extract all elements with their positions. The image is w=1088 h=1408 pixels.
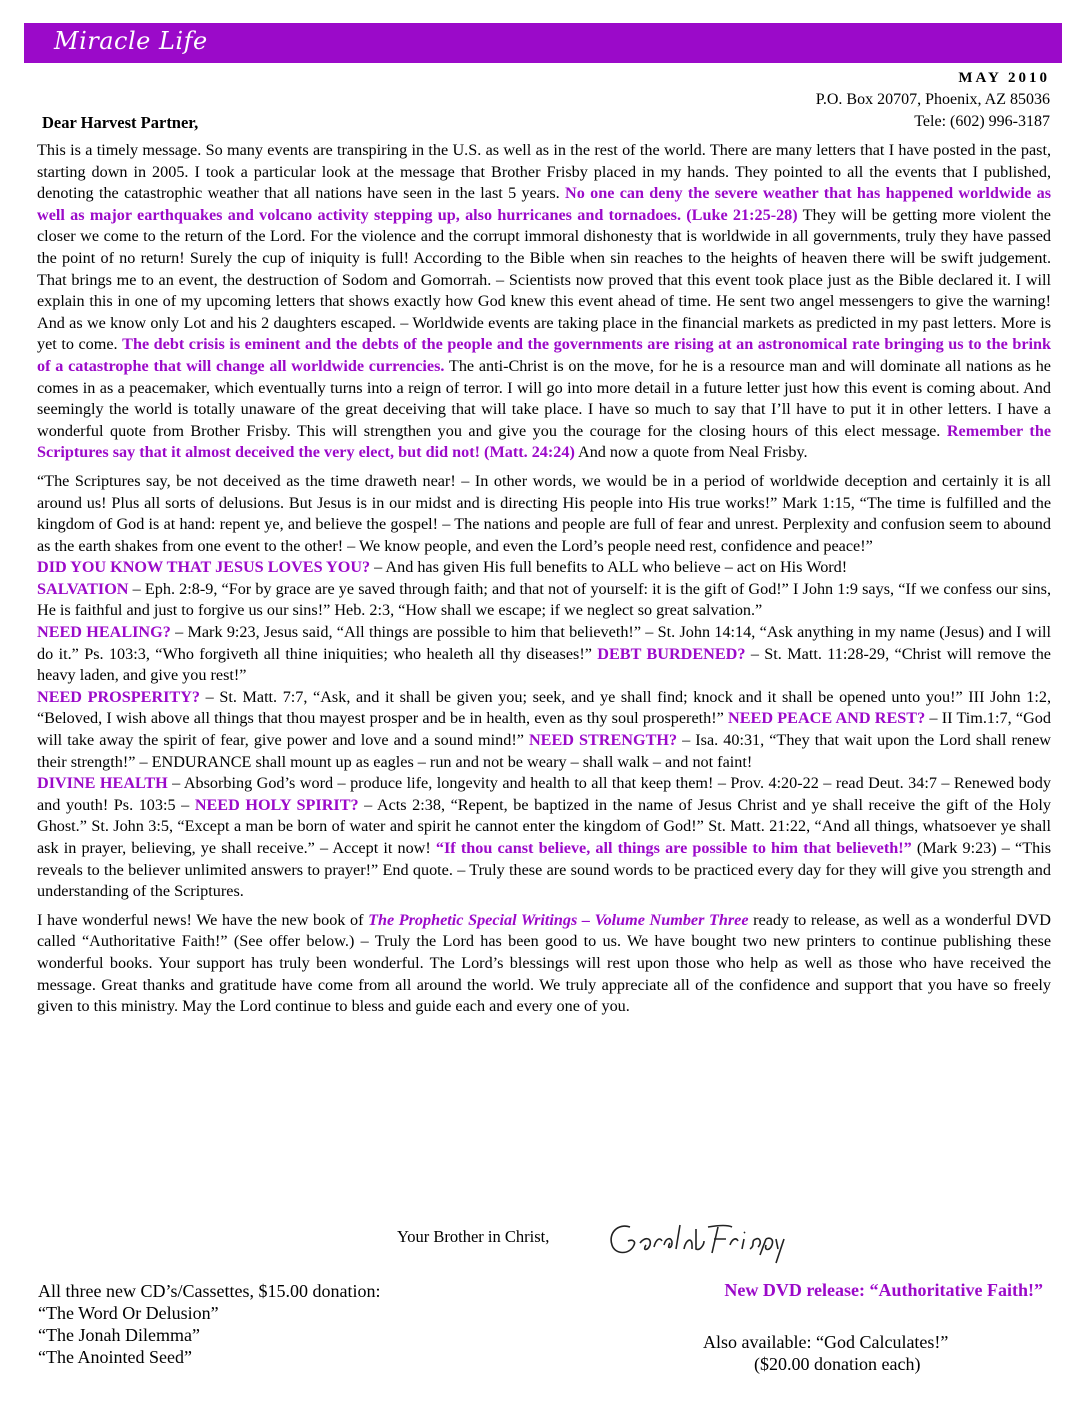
mailing-address: P.O. Box 20707, Phoenix, AZ 85036 <box>815 91 1050 108</box>
highlighted-text: DEBT BURDENED? <box>597 644 746 663</box>
salutation: Dear Harvest Partner, <box>42 113 199 132</box>
text-run: And now a quote from Neal Frisby. <box>574 443 808 462</box>
text-run: This is a timely message. So many events are transpiring in the U.S. as well as in the rest of the world. There are many letters that I have posted in the past, starting down in 2005. I took a particular look at the message that Brother Frisby placed in my hands. They pointed to all the events that I published, denoting the catastrophic weather that all nations have seen in the last 5 years. <box>37 141 1051 203</box>
text-run: – St. Matt. 7:7, “Ask, and it shall be given you; seek, and ye shall find; knock and it shall be opened unto you!” III John 1:2, “Beloved, I wish above all things that thou mayest prosper and be in health, even as thy soul prospereth!” <box>37 687 1051 728</box>
cd-title: “The Word Or Delusion” <box>38 1303 219 1323</box>
dvd-also-available: Also available: “God Calculates!” <box>703 1332 949 1352</box>
letter-date: MAY 2010 <box>958 70 1050 86</box>
cd-title: “The Jonah Dilemma” <box>38 1325 200 1345</box>
paragraph <box>37 622 1051 687</box>
dvd-offer-title: New DVD release: “Authoritative Faith!” <box>724 1280 1043 1300</box>
dvd-price: ($20.00 donation each) <box>754 1354 921 1374</box>
signature-image <box>600 1215 800 1265</box>
highlighted-text: NEED PROSPERITY? <box>37 687 201 706</box>
telephone: Tele: (602) 996-3187 <box>914 113 1050 130</box>
highlighted-text: NEED HEALING? <box>37 623 171 642</box>
letter-body <box>37 140 1051 1018</box>
cd-offer-line: All three new CD’s/Cassettes, $15.00 donation: <box>38 1281 381 1301</box>
highlighted-text: The debt crisis is eminent and the debts of the people and the governments are rising at an astronomical rate bringing us to the brink of a catastrophe that will change all worldwide currencies. <box>37 335 1052 375</box>
cd-title: “The Anointed Seed” <box>38 1347 192 1367</box>
text-run: – Isa. 40:31, “They that wait upon the Lord shall renew their strength!” – ENDURANCE shall mount up as eagles – run and not be weary – shall walk – and not faint! <box>37 731 1052 771</box>
highlighted-text: NEED HOLY SPIRIT? <box>194 795 359 814</box>
text-run: I have wonderful news! We have the new book of <box>37 910 369 929</box>
closing-text: Your Brother in Christ, <box>397 1227 550 1246</box>
text-run: – Absorbing God’s word – produce life, longevity and health to all that keep them! – Prov. 4:20-22 – read Deut. 34:7 – Renewed body and youth! Ps. 103:5 – <box>37 774 1051 814</box>
paragraph <box>37 471 1051 557</box>
text-run: ready to release, as well as a wonderful DVD called “Authoritative Faith!” (See offer below.) – Truly the Lord has been good to us. We have bought two new printers to continue publishing these wonderful books. Your support has truly been wonderful. The Lord’s blessings will rest upon those who help as well as those who have received the message. Great thanks and gratitude have come from all around the world. We truly appreciate all of the confidence and support that you have so freely given to this ministry. May the Lord continue to bless and guide each and every one of you. <box>37 910 1052 1016</box>
text-run: – Eph. 2:8-9, “For by grace are ye saved through faith; and that not of yourself: it is the gift of God!” I John 1:9 says, “If we confess our sins, He is faithful and just to forgive us our sins!” Heb. 2:3, “How shall we escape; if we neglect so great salvation.” <box>37 579 1051 620</box>
text-run: “The Scriptures say, be not deceived as the time draweth near! – In other words, we would be in a period of worldwide deception and certainly it is all around us! Plus all sorts of delusions. But Jesus is in our midst and is directing His people into His true works!” Mark 1:15, “The time is fulfilled and the kingdom of God is at hand: repent ye, and believe the gospel! – The nations and people are full of fear and unrest. Perplexity and confusion seem to abound as the earth shakes from one event to the other! – We know people, and even the Lord’s people need rest, confidence and peace!” <box>37 471 1051 555</box>
banner-title: Miracle Life <box>54 27 208 55</box>
text-run: – And has given His full benefits to ALL who believe – act on His Word! <box>370 558 848 577</box>
text-run: (Mark 9:23) – “This reveals to the believer unlimited answers to prayer!” End quote. – Truly these are sound words to be practiced every day for they will give you strength and understanding of the Scriptures. <box>37 839 1052 901</box>
highlighted-text: Remember the Scriptures say that it almost deceived the very elect, but did not! (Matt. 24:24) <box>37 421 1052 462</box>
paragraph <box>37 773 1051 903</box>
highlighted-text: DIVINE HEALTH <box>37 774 168 793</box>
paragraph <box>37 140 1051 464</box>
text-run: – Mark 9:23, Jesus said, “All things are possible to him that believeth!” – St. John 14:14, “Ask anything in my name (Jesus) and I will do it.” Ps. 103:3, “Who forgiveth all thine iniquities; who healeth all thy diseases!” <box>37 623 1051 663</box>
text-run: – II Tim.1:7, “God will take away the spirit of fear, give power and love and a sound mind!” <box>37 709 1051 750</box>
highlighted-text: No one can deny the severe weather that has happened worldwide as well as major earthquakes and volcano activity stepping up, also hurricanes and tornadoes. (Luke 21:25-28) <box>37 184 1051 224</box>
highlighted-text: SALVATION <box>37 579 129 598</box>
paragraph <box>37 687 1051 773</box>
cd-offer <box>38 1280 380 1368</box>
highlighted-text: DID YOU KNOW THAT JESUS LOVES YOU? <box>37 558 371 577</box>
text-run: The anti-Christ is on the move, for he is a resource man and will dominate all nations as he comes in as a peacemaker, which eventually turns into a reign of terror. I will go into more detail in a future letter just how this event is coming about. And seemingly the world is totally unaware of the great deceiving that will take place. I have so much to say that I’ll have to put it in other letters. I have a wonderful quote from Brother Frisby. This will strengthen you and give you the courage for the closing hours of this elect message. <box>37 356 1051 440</box>
paragraph <box>37 579 1051 622</box>
header-banner <box>24 23 1062 63</box>
paragraph <box>37 557 1051 579</box>
text-run: – St. Matt. 11:28-29, “Christ will remove the heavy laden, and give you rest!” <box>37 644 1051 685</box>
paragraph <box>37 910 1051 1018</box>
text-run: They will be getting more violent the closer we come to the return of the Lord. For the violence and the corrupt immoral dishonesty that is worldwide in all governments, truly they have passed the point of no return! Surely the cup of iniquity is full! According to the Bible when sin reaches to the heights of heaven there will be swift judgement. That brings me to an event, the destruction of Sodom and Gomorrah. – Scientists now proved that this event took place just as the Bible declared it. I will explain this in one of my upcoming letters that shows exactly how God knew this event ahead of time. He sent two angel messengers to give the warning! And as we know only Lot and his 2 daughters escaped. – Worldwide events are taking place in the financial markets as predicted in my past letters. More is yet to come. <box>37 205 1051 354</box>
text-run: – Acts 2:38, “Repent, be baptized in the name of Jesus Christ and ye shall receive the gift of the Holy Ghost.” St. John 3:5, “Except a man be born of water and spirit he cannot enter the kingdom of God!” St. Matt. 21:22, “And all things, whatsoever ye shall ask in prayer, believing, ye shall receive.” – Accept it now! <box>37 795 1051 857</box>
highlighted-text: NEED PEACE AND REST? <box>728 709 926 728</box>
highlighted-text: NEED STRENGTH? <box>528 731 678 750</box>
highlighted-text: The Prophetic Special Writings – Volume Number Three <box>368 910 749 929</box>
highlighted-text: “If thou canst believe, all things are possible to him that believeth!” <box>435 839 912 857</box>
